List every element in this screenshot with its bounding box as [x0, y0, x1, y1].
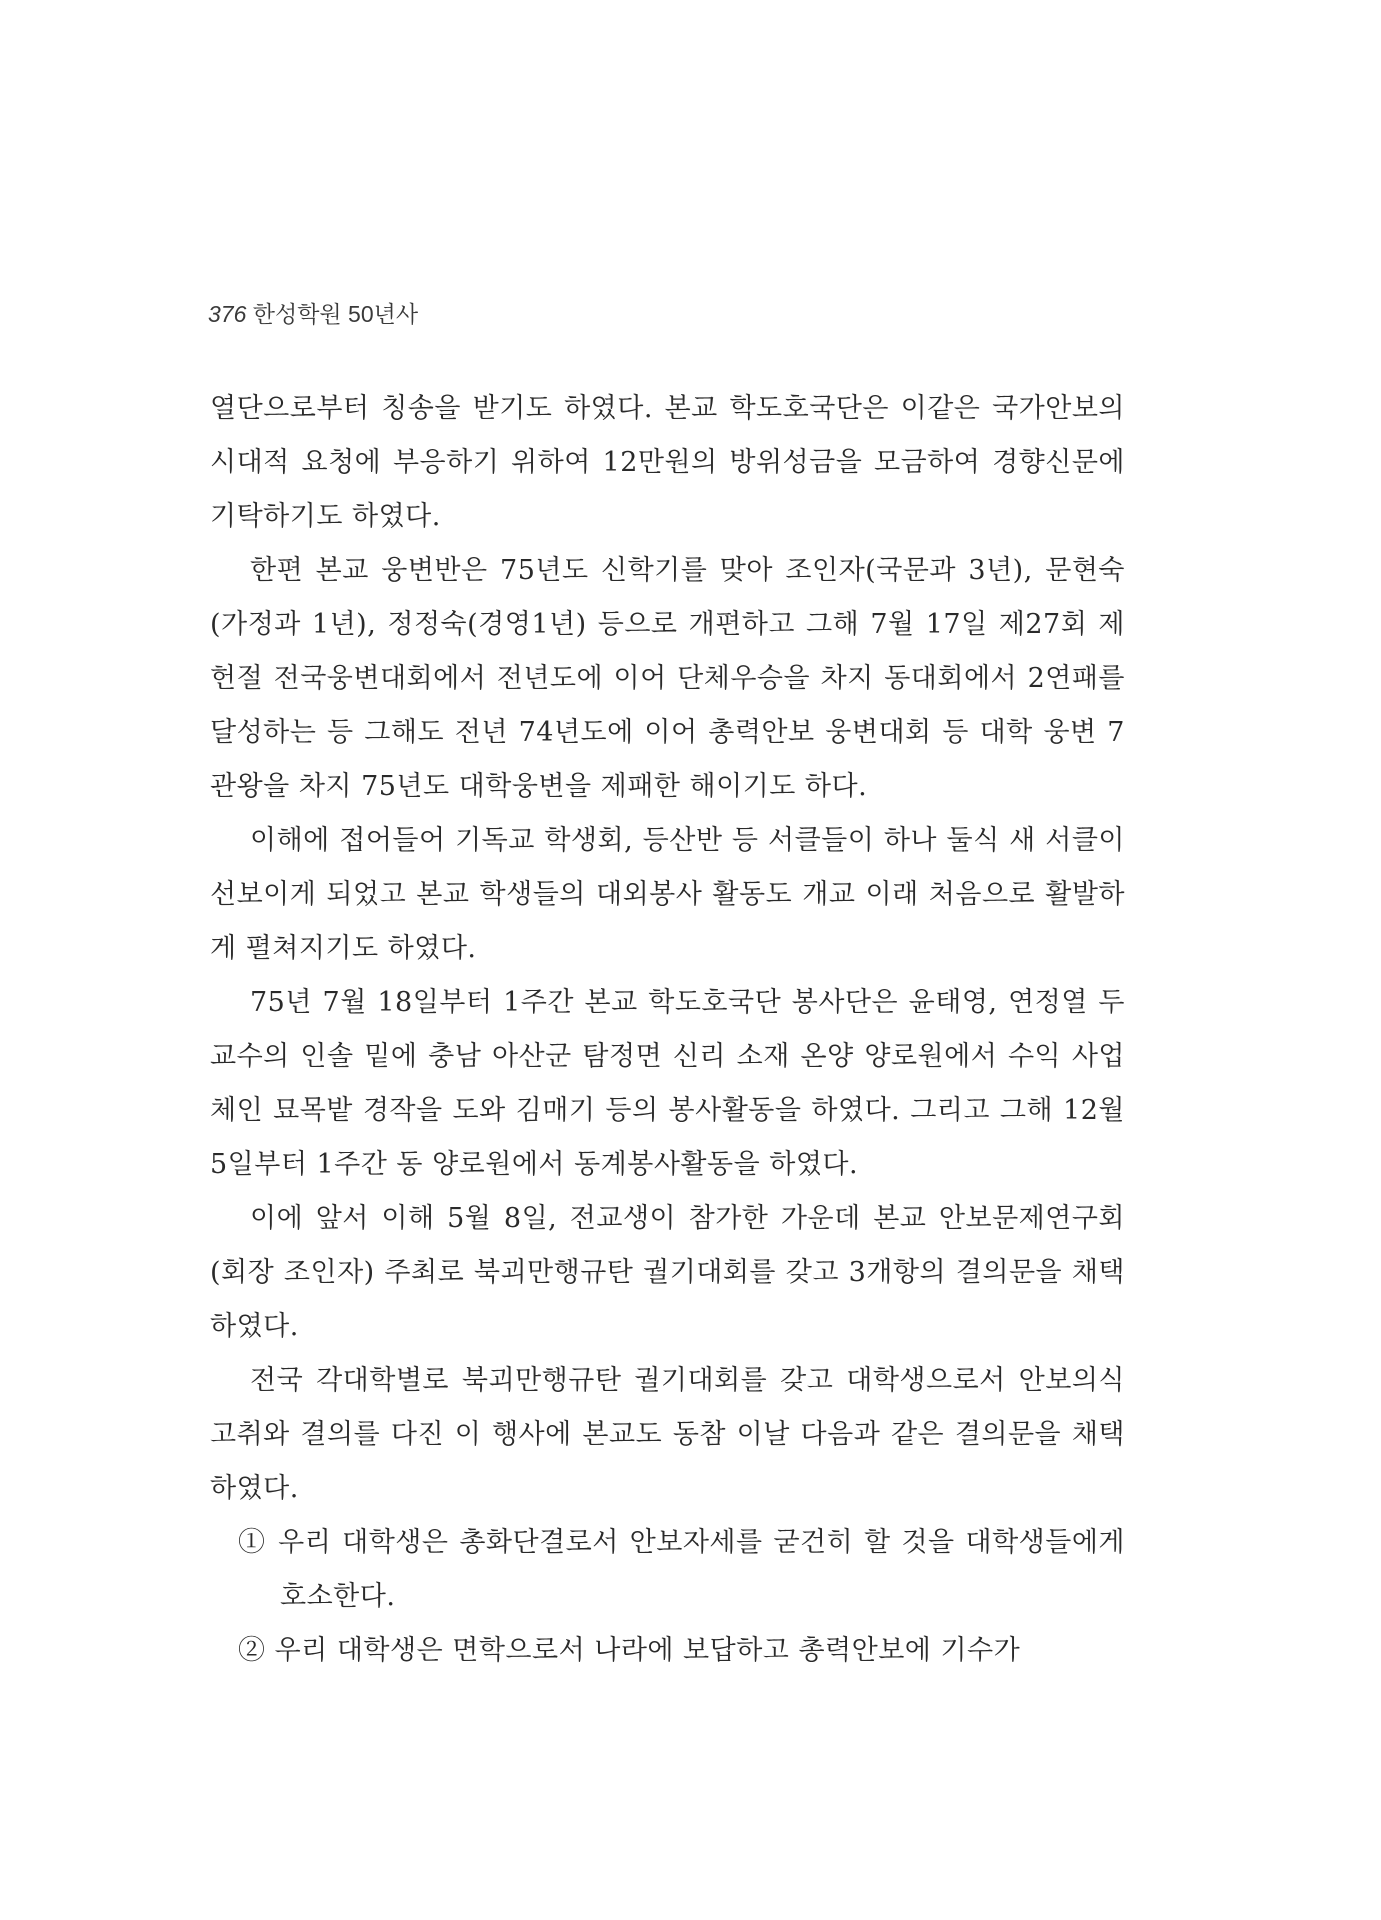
paragraph: 75년 7월 18일부터 1주간 본교 학도호국단 봉사단은 윤태영, 연정열 두 교수의 인솔 밑에 충남 아산군 탐정면 신리 소재 온양 양로원에서 수익 사업체인 묘목밭 경작을 도와 김매기 등의 봉사활동을 하였다. 그리고 그해 12월 5일부터 1주간 동 양로원에서 동계봉사활동을 하였다.	[210, 987, 1125, 1180]
page-number: 376	[208, 301, 247, 327]
paragraph-continuation: 열단으로부터 칭송을 받기도 하였다. 본교 학도호국단은 이같은 국가안보의 시대적 요청에 부응하기 위하여 12만원의 방위성금을 모금하여 경향신문에 기탁하기도 하였다.	[210, 393, 1125, 532]
resolution-item: ② 우리 대학생은 면학으로서 나라에 보답하고 총력안보에 기수가	[238, 1635, 1021, 1666]
paragraph: 이해에 접어들어 기독교 학생회, 등산반 등 서클들이 하나 둘식 새 서클이 선보이게 되었고 본교 학생들의 대외봉사 활동도 개교 이래 처음으로 활발하게 펼쳐지기도 하였다.	[210, 825, 1125, 964]
book-title: 한성학원 50년사	[252, 301, 419, 327]
running-header	[208, 296, 418, 329]
paragraph: 한편 본교 웅변반은 75년도 신학기를 맞아 조인자(국문과 3년), 문현숙(가정과 1년), 정정숙(경영1년) 등으로 개편하고 그해 7월 17일 제27회 제헌절 전국웅변대회에서 전년도에 이어 단체우승을 차지 동대회에서 2연패를 달성하는 등 그해도 전년 74년도에 이어 총력안보 웅변대회 등 대학 웅변 7관왕을 차지 75년도 대학웅변을 제패한 해이기도 하다.	[210, 555, 1125, 802]
paragraph: 이에 앞서 이해 5월 8일, 전교생이 참가한 가운데 본교 안보문제연구회(회장 조인자) 주최로 북괴만행규탄 궐기대회를 갖고 3개항의 결의문을 채택하였다.	[210, 1203, 1125, 1342]
body-text	[210, 382, 1125, 1678]
paragraph: 전국 각대학별로 북괴만행규탄 궐기대회를 갖고 대학생으로서 안보의식 고취와 결의를 다진 이 행사에 본교도 동참 이날 다음과 같은 결의문을 채택하였다.	[210, 1365, 1125, 1504]
resolution-item: ① 우리 대학생은 총화단결로서 안보자세를 굳건히 할 것을 대학생들에게 호소한다.	[238, 1527, 1125, 1612]
